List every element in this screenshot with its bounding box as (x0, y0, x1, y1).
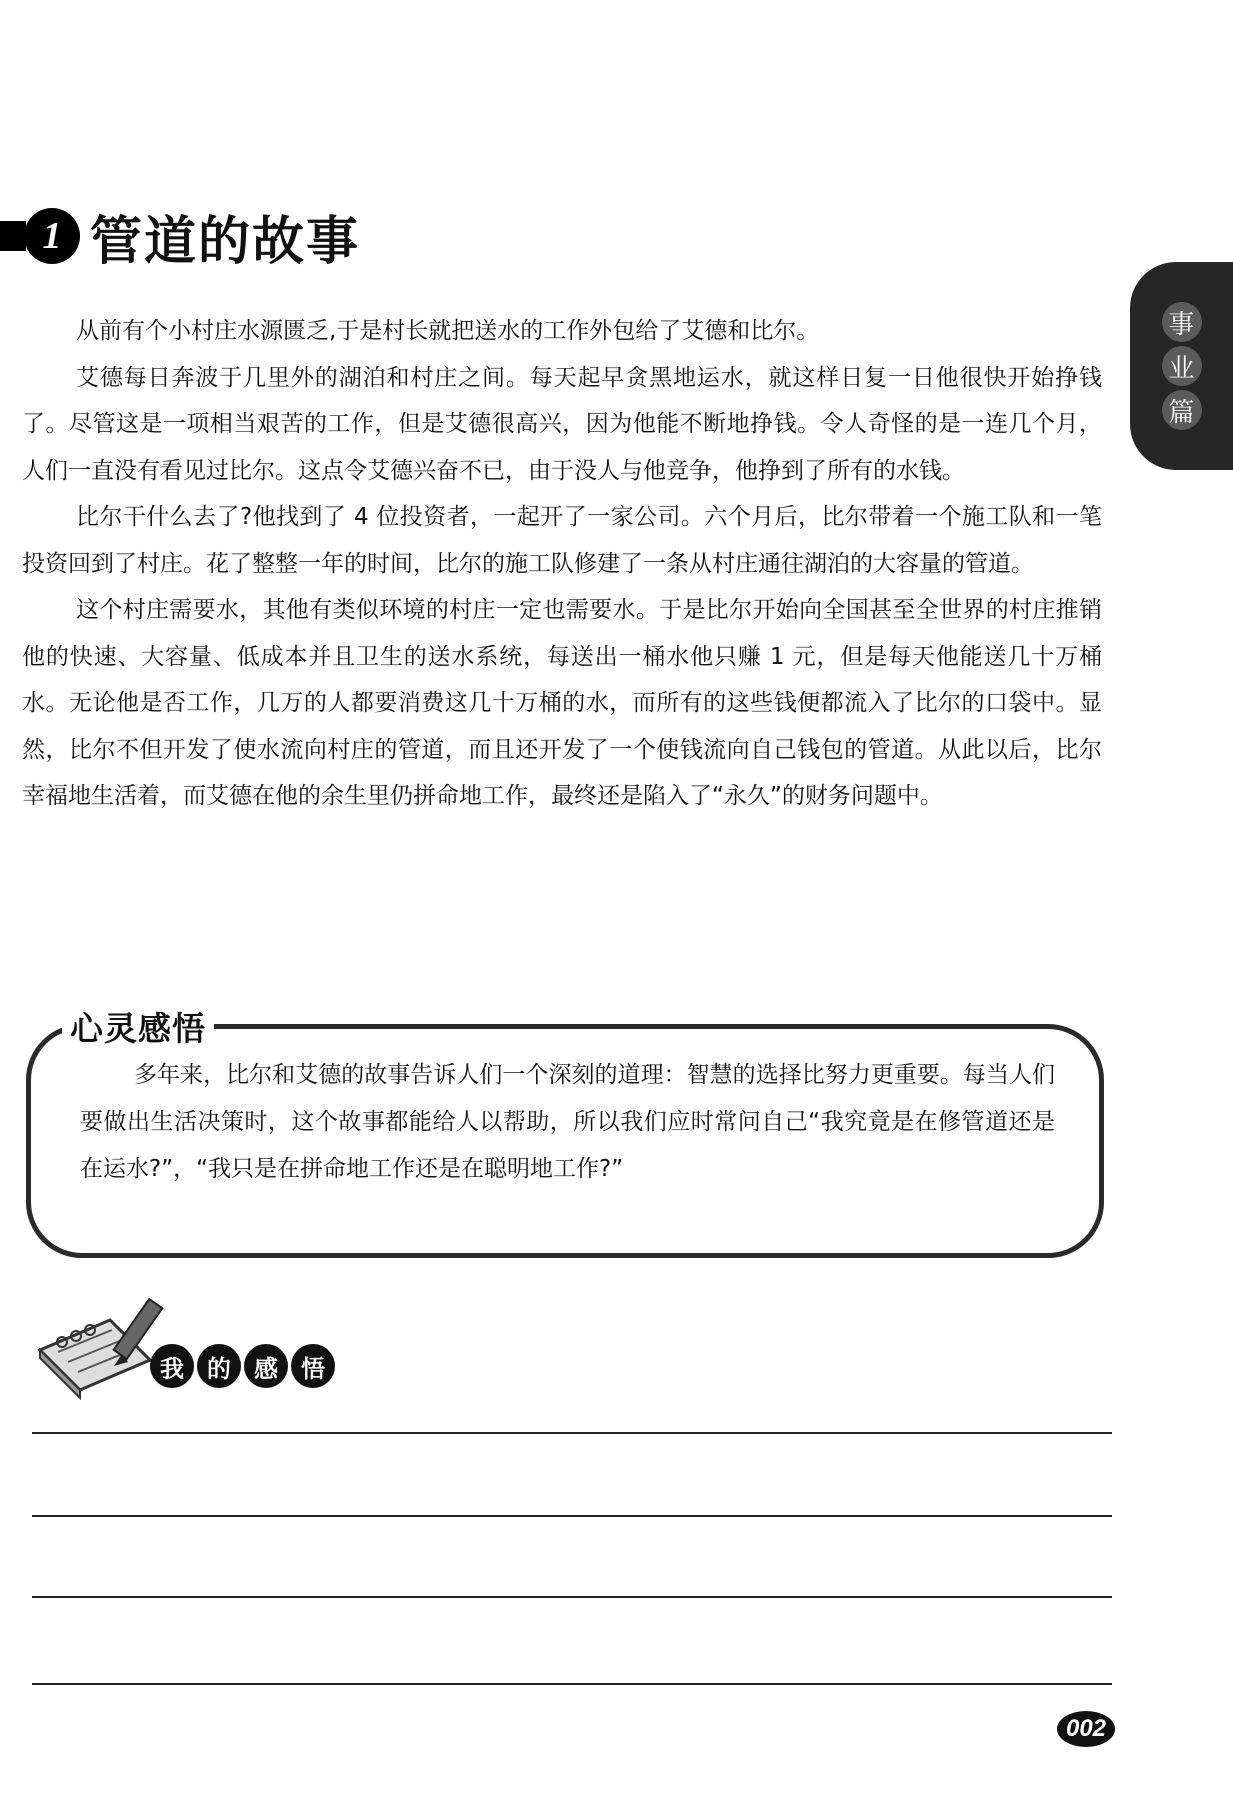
story-paragraph: 比尔干什么去了?他找到了 4 位投资者，一起开了一家公司。六个月后，比尔带着一个施工队和一笔投资回到了村庄。花了整整一年的时间，比尔的施工队修建了一条从村庄通往湖泊的大容量的管道。 (22, 504, 1102, 577)
story-paragraph: 从前有个小村庄水源匮乏,于是村长就把送水的工作外包给了艾德和比尔。 (76, 318, 820, 344)
title-marker-bar (0, 221, 26, 251)
reflection-heading-char: 悟 (291, 1344, 335, 1388)
writing-line (32, 1432, 1112, 1434)
page-title: 管道的故事 (90, 211, 361, 272)
side-tab-char: 业 (1162, 346, 1202, 386)
story-body (22, 308, 1102, 820)
insight-label: 心灵感悟 (62, 1003, 214, 1050)
reflection-heading-char: 的 (197, 1344, 241, 1388)
chapter-number-badge: 1 (24, 208, 80, 264)
reflection-heading (150, 1344, 335, 1388)
side-tab-char: 事 (1162, 302, 1202, 342)
section-side-tab (1130, 262, 1233, 470)
writing-line (32, 1683, 1112, 1685)
insight-text: 多年来，比尔和艾德的故事告诉人们一个深刻的道理：智慧的选择比努力更重要。每当人们要做出生活决策时，这个故事都能给人以帮助，所以我们应时常问自己“我究竟是在修管道还是在运水?”，“我只是在拼命地工作还是在聪明地工作?” (80, 1062, 1055, 1182)
reflection-heading-char: 感 (244, 1344, 288, 1388)
writing-line (32, 1515, 1112, 1517)
chapter-title (0, 196, 360, 276)
story-paragraph: 这个村庄需要水，其他有类似环境的村庄一定也需要水。于是比尔开始向全国甚至全世界的村庄推销他的快速、大容量、低成本并且卫生的送水系统，每送出一桶水他只赚 1 元，但是每天他能送几十万桶水。无论他是否工作，几万的人都要消费这几十万桶的水，而所有的这些钱便都流入了比尔的口袋中。显然，比尔不但开发了使水流向村庄的管道，而且还开发了一个使钱流向自己钱包的管道。从此以后，比尔幸福地生活着，而艾德在他的余生里仍拼命地工作，最终还是陷入了“永久”的财务问题中。 (22, 597, 1102, 809)
writing-line (32, 1596, 1112, 1598)
page-number: 002 (1057, 1711, 1115, 1747)
side-tab-char: 篇 (1162, 390, 1202, 430)
story-paragraph: 艾德每日奔波于几里外的湖泊和村庄之间。每天起早贪黑地运水，就这样日复一日他很快开始挣钱了。尽管这是一项相当艰苦的工作，但是艾德很高兴，因为他能不断地挣钱。令人奇怪的是一连几个月，人们一直没有看见过比尔。这点令艾德兴奋不已，由于没人与他竞争，他挣到了所有的水钱。 (22, 364, 1102, 484)
reflection-heading-char: 我 (150, 1344, 194, 1388)
